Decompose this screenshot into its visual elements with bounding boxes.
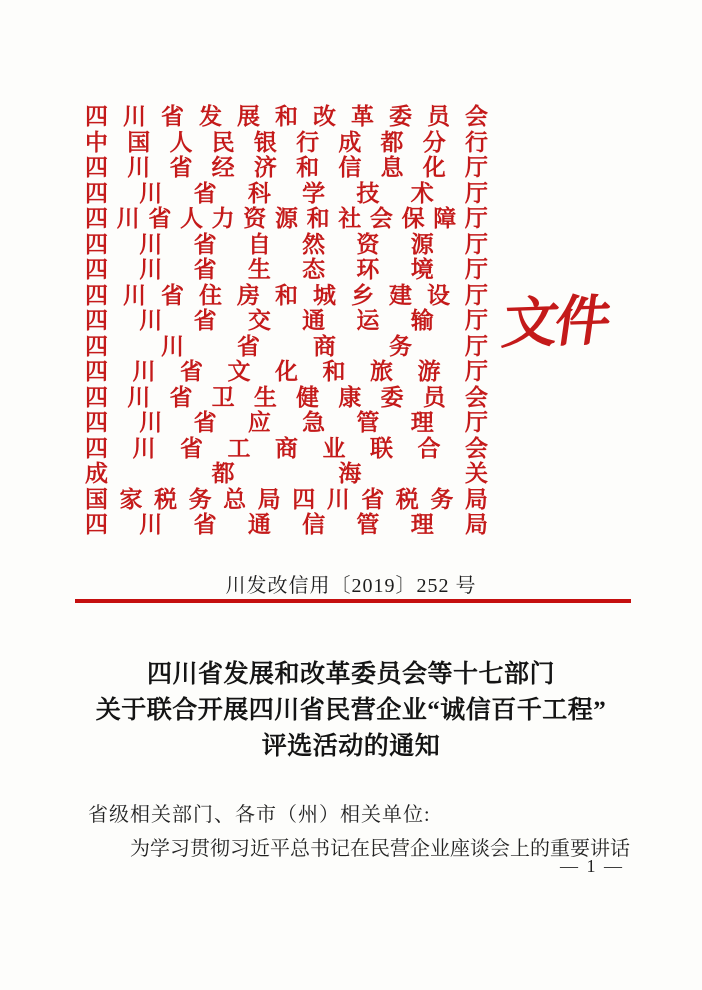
issuer-char: 房 bbox=[237, 282, 260, 308]
issuer-char: 四 bbox=[85, 512, 108, 537]
issuer-char: 通 bbox=[302, 308, 326, 333]
issuer-char: 四 bbox=[85, 282, 108, 308]
document-title bbox=[0, 657, 702, 765]
issuer-char: 改 bbox=[313, 104, 336, 129]
issuer-char: 和 bbox=[275, 104, 298, 129]
issuer-char: 厅 bbox=[465, 359, 488, 384]
issuer-char: 川 bbox=[123, 282, 146, 308]
issuer-char: 联 bbox=[370, 435, 393, 461]
issuer-char: 局 bbox=[464, 486, 488, 512]
issuer-char: 资 bbox=[356, 231, 380, 257]
document-number: 川发改信用〔2019〕252 号 bbox=[225, 575, 477, 597]
issuer-char: 省 bbox=[169, 155, 193, 180]
issuer-char: 建 bbox=[389, 282, 412, 308]
issuer-char: 和 bbox=[275, 282, 298, 308]
issuer-char: 障 bbox=[433, 206, 457, 231]
issuer-char: 化 bbox=[275, 359, 298, 384]
issuer-char: 四 bbox=[292, 486, 316, 512]
issuer-char: 员 bbox=[427, 104, 450, 129]
issuer-char: 关 bbox=[464, 461, 488, 486]
issuer-line bbox=[85, 232, 488, 258]
issuer-char: 会 bbox=[465, 435, 488, 461]
issuer-char: 和 bbox=[322, 359, 346, 384]
issuer-char: 厅 bbox=[464, 410, 488, 435]
issuer-char: 四 bbox=[85, 257, 108, 282]
issuer-line bbox=[85, 512, 488, 538]
issuer-char: 家 bbox=[119, 486, 143, 512]
page-number: — 1 — bbox=[560, 856, 624, 876]
issuer-char: 都 bbox=[380, 129, 404, 155]
issuer-char: 省 bbox=[193, 180, 217, 206]
issuer-char: 局 bbox=[257, 486, 281, 512]
issuer-char: 厅 bbox=[464, 231, 488, 257]
issuer-char: 务 bbox=[430, 486, 454, 512]
issuer-char: 交 bbox=[247, 308, 271, 333]
issuer-char: 川 bbox=[161, 333, 184, 359]
issuer-char: 会 bbox=[369, 206, 393, 231]
issuer-char: 会 bbox=[465, 104, 488, 129]
issuer-char: 都 bbox=[211, 461, 235, 486]
issuer-line bbox=[85, 181, 488, 207]
issuer-char: 川 bbox=[123, 104, 146, 129]
issuer-char: 理 bbox=[410, 410, 434, 435]
issuer-char: 然 bbox=[302, 231, 326, 257]
issuer-char: 海 bbox=[338, 461, 362, 486]
title-line-3: 评选活动的通知 bbox=[261, 733, 441, 760]
issuer-char: 理 bbox=[410, 512, 434, 537]
issuer-char: 学 bbox=[302, 180, 326, 206]
issuer-char: 通 bbox=[247, 512, 271, 537]
issuer-char: 川 bbox=[326, 486, 350, 512]
issuer-char: 社 bbox=[338, 206, 362, 231]
issuer-char: 厅 bbox=[465, 333, 488, 359]
issuer-char: 省 bbox=[180, 435, 203, 461]
issuer-char: 人 bbox=[169, 129, 193, 155]
issuer-char: 省 bbox=[237, 333, 260, 359]
issuer-char: 成 bbox=[85, 461, 108, 486]
issuer-char: 国 bbox=[127, 129, 151, 155]
issuer-char: 文 bbox=[227, 359, 251, 384]
issuer-char: 省 bbox=[161, 282, 184, 308]
issuer-char: 商 bbox=[275, 435, 298, 461]
issuer-char: 省 bbox=[180, 359, 203, 384]
issuer-char: 住 bbox=[199, 282, 222, 308]
issuer-char: 管 bbox=[356, 512, 380, 537]
issuer-char: 健 bbox=[296, 384, 320, 410]
issuer-char: 四 bbox=[85, 104, 108, 129]
issuer-char: 厅 bbox=[465, 282, 488, 308]
issuer-char: 务 bbox=[389, 333, 412, 359]
issuer-char: 会 bbox=[464, 384, 488, 410]
issuer-line bbox=[85, 436, 488, 462]
issuer-char: 川 bbox=[132, 435, 156, 461]
issuer-char: 革 bbox=[351, 104, 374, 129]
issuer-char: 厅 bbox=[464, 155, 488, 180]
issuer-char: 业 bbox=[322, 435, 346, 461]
issuer-char: 省 bbox=[193, 410, 217, 435]
issuer-char: 合 bbox=[417, 435, 441, 461]
issuer-char: 急 bbox=[302, 410, 326, 435]
title-line-2: 关于联合开展四川省民营企业“诚信百千工程” bbox=[95, 697, 607, 724]
issuer-line bbox=[85, 410, 488, 436]
issuer-char: 应 bbox=[247, 410, 271, 435]
issuer-char: 省 bbox=[161, 104, 184, 129]
issuer-char: 信 bbox=[338, 155, 362, 180]
issuer-char: 境 bbox=[410, 257, 434, 282]
issuer-char: 四 bbox=[85, 410, 108, 435]
issuer-char: 川 bbox=[139, 410, 163, 435]
issuer-line bbox=[85, 359, 488, 385]
issuer-char: 省 bbox=[193, 231, 217, 257]
issuer-char: 设 bbox=[427, 282, 450, 308]
issuer-char: 委 bbox=[380, 384, 404, 410]
issuer-char: 城 bbox=[313, 282, 336, 308]
issuer-char: 商 bbox=[313, 333, 336, 359]
issuer-char: 四 bbox=[85, 359, 108, 384]
issuer-line bbox=[85, 155, 488, 181]
issuer-char: 力 bbox=[211, 206, 235, 231]
issuer-char: 厅 bbox=[464, 180, 488, 206]
issuer-char: 省 bbox=[169, 384, 193, 410]
issuer-char: 四 bbox=[85, 435, 108, 461]
issuer-char: 厅 bbox=[464, 308, 488, 333]
issuer-char: 税 bbox=[154, 486, 178, 512]
issuer-char: 川 bbox=[139, 512, 163, 537]
issuer-line bbox=[85, 257, 488, 283]
issuer-char: 国 bbox=[85, 486, 108, 512]
issuer-char: 环 bbox=[356, 257, 380, 282]
issuer-char: 管 bbox=[356, 410, 380, 435]
issuer-char: 和 bbox=[306, 206, 330, 231]
issuer-char: 川 bbox=[127, 384, 151, 410]
issuer-char: 四 bbox=[85, 384, 108, 410]
issuer-char: 源 bbox=[410, 231, 434, 257]
issuer-char: 术 bbox=[410, 180, 434, 206]
issuer-char: 总 bbox=[223, 486, 247, 512]
title-line-1: 四川省发展和改革委员会等十七部门 bbox=[146, 661, 555, 688]
issuer-char: 卫 bbox=[211, 384, 235, 410]
issuer-char: 发 bbox=[199, 104, 222, 129]
issuer-char: 厅 bbox=[464, 257, 488, 282]
issuer-char: 行 bbox=[464, 129, 488, 155]
issuer-char: 务 bbox=[188, 486, 212, 512]
issuer-char: 川 bbox=[139, 308, 163, 333]
issuer-char: 技 bbox=[356, 180, 380, 206]
issuer-char: 省 bbox=[193, 512, 217, 537]
issuer-char: 成 bbox=[338, 129, 362, 155]
issuer-char: 输 bbox=[410, 308, 434, 333]
issuer-char: 展 bbox=[237, 104, 260, 129]
issuer-char: 中 bbox=[85, 129, 108, 155]
issuer-char: 川 bbox=[139, 180, 163, 206]
issuer-char: 四 bbox=[85, 180, 108, 206]
issuer-char: 省 bbox=[193, 257, 217, 282]
issuer-char: 四 bbox=[85, 206, 108, 231]
issuer-list bbox=[85, 104, 488, 538]
body-first-line: 为学习贯彻习近平总书记在民营企业座谈会上的重要讲话 bbox=[130, 838, 630, 860]
issuer-char: 省 bbox=[193, 308, 217, 333]
issuer-char: 行 bbox=[296, 129, 320, 155]
issuer-char: 经 bbox=[211, 155, 235, 180]
issuer-char: 局 bbox=[464, 512, 488, 537]
issuer-char: 分 bbox=[422, 129, 446, 155]
issuer-char: 化 bbox=[422, 155, 446, 180]
issuer-char: 省 bbox=[361, 486, 385, 512]
issuer-line bbox=[85, 385, 488, 411]
issuer-char: 四 bbox=[85, 333, 108, 359]
issuer-line bbox=[85, 308, 488, 334]
issuer-char: 川 bbox=[116, 206, 140, 231]
issuer-char: 川 bbox=[139, 257, 163, 282]
issuer-char: 旅 bbox=[370, 359, 393, 384]
issuer-char: 科 bbox=[247, 180, 271, 206]
issuer-char: 游 bbox=[417, 359, 441, 384]
wenjian-stamp-text: 文件 bbox=[498, 290, 612, 355]
salutation-line: 省级相关部门、各市（州）相关单位: bbox=[88, 804, 431, 826]
issuer-char: 生 bbox=[247, 257, 271, 282]
issuer-line bbox=[85, 461, 488, 487]
issuer-char: 四 bbox=[85, 308, 108, 333]
issuer-char: 厅 bbox=[464, 206, 488, 231]
issuer-char: 民 bbox=[211, 129, 235, 155]
issuer-line bbox=[85, 487, 488, 513]
issuer-char: 康 bbox=[338, 384, 362, 410]
issuer-char: 四 bbox=[85, 231, 108, 257]
issuer-char: 委 bbox=[389, 104, 412, 129]
issuer-char: 四 bbox=[85, 155, 108, 180]
issuer-char: 银 bbox=[253, 129, 277, 155]
issuer-char: 人 bbox=[179, 206, 203, 231]
issuer-char: 济 bbox=[253, 155, 277, 180]
issuer-char: 息 bbox=[380, 155, 404, 180]
red-divider-rule bbox=[75, 599, 631, 603]
issuer-line bbox=[85, 130, 488, 156]
issuer-char: 运 bbox=[356, 308, 380, 333]
issuer-char: 源 bbox=[274, 206, 298, 231]
issuer-char: 税 bbox=[395, 486, 419, 512]
issuer-char: 省 bbox=[148, 206, 172, 231]
issuer-char: 资 bbox=[243, 206, 267, 231]
issuer-char: 川 bbox=[132, 359, 156, 384]
issuer-char: 生 bbox=[253, 384, 277, 410]
issuer-line bbox=[85, 334, 488, 360]
issuer-char: 态 bbox=[302, 257, 326, 282]
issuer-line bbox=[85, 206, 488, 232]
issuer-char: 乡 bbox=[351, 282, 374, 308]
issuer-line bbox=[85, 283, 488, 309]
issuer-char: 川 bbox=[139, 231, 163, 257]
issuer-char: 自 bbox=[247, 231, 271, 257]
issuer-char: 信 bbox=[302, 512, 326, 537]
issuer-char: 工 bbox=[227, 435, 251, 461]
issuer-line bbox=[85, 104, 488, 130]
issuer-char: 川 bbox=[127, 155, 151, 180]
issuer-char: 和 bbox=[296, 155, 320, 180]
issuer-char: 保 bbox=[401, 206, 425, 231]
issuer-char: 员 bbox=[422, 384, 446, 410]
